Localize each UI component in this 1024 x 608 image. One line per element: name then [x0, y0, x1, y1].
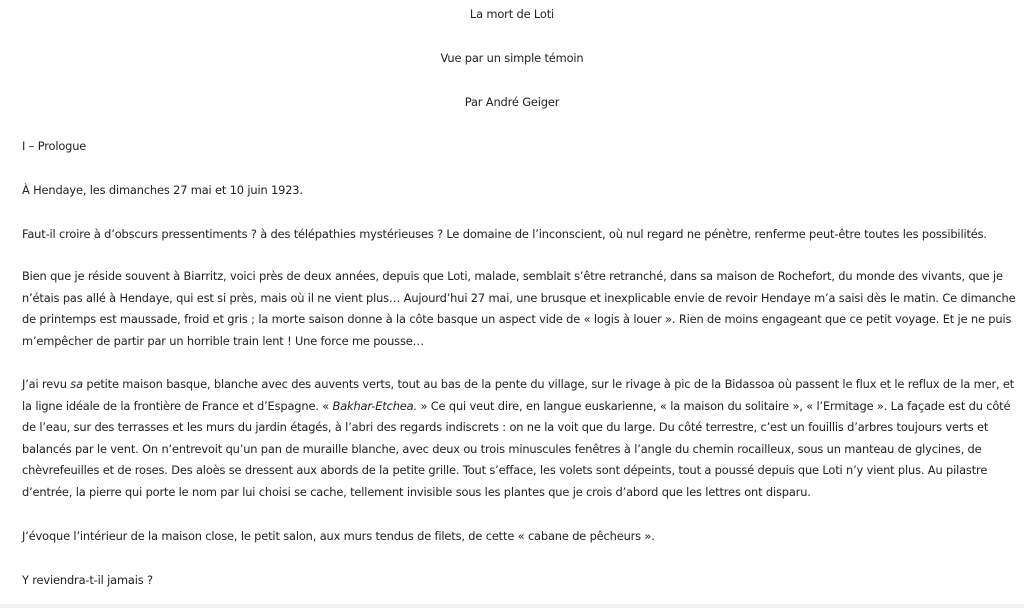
paragraph-4-house-name: Bakhar-Etchea. [332, 398, 417, 413]
paragraph-6: Y reviendra-t-il jamais ? [22, 573, 153, 587]
paragraph-5: J’évoque l’intérieur de la maison close, le petit salon, aux murs tendus de filets, de cette « cabane de pêcheurs ». [22, 529, 655, 543]
paragraph-4 [22, 374, 1016, 503]
paragraph-2: Faut-il croire à d’obscurs pressentiments ? à des télépathies mystérieuses ? Le domaine de l’inconscient, où nul regard ne pénètre, renferme peut-être toutes les possibilités. [22, 227, 987, 241]
paragraph-4-text-a: J’ai revu [22, 377, 71, 391]
paragraph-4-emphasis-sa: sa [70, 377, 83, 391]
document-subtitle: Vue par un simple témoin [440, 51, 584, 65]
paragraph-4-text-b: petite maison basque, blanche avec des auvents verts, tout au bas de la pente du village, sur le rivage à pic de la Bidassoa où passent le flux et le reflux de la mer, et la ligne idéale de la frontière de France et d’Espagne. « [22, 377, 1015, 413]
paragraph-dateline: À Hendaye, les dimanches 27 mai et 10 juin 1923. [22, 183, 303, 197]
section-heading: I – Prologue [22, 139, 87, 153]
document-title: La mort de Loti [469, 7, 555, 21]
paragraph-4-text-c: » Ce qui veut dire, en langue euskarienne, « la maison du solitaire », « l’Ermitage ». La façade est du côté de l’eau, sur des terrasses et les murs du jardin étagés, à l’abri des regards indiscrets : on ne la voit que du large. Du côté terrestre, c’est un fouillis d’arbres toujours verts et balancés par le vent. On n’entrevoit qu’un pan de muraille blanche, avec deux ou trois minuscules fenêtres à l’angle du chemin rocailleux, sous un manteau de glycines, de chèvrefeuilles et de roses. Des aloès se dressent aux abords de la petite grille. Tout s’efface, les volets sont dépeints, tout a poussé depuis que Loti n’y vient plus. Au pilastre d’entrée, la pierre qui porte le nom par lui choisi se cache, tellement invisible sous les plantes que je crois d’abord que les lettres ont disparu. [22, 398, 1011, 499]
paragraph-3: Bien que je réside souvent à Biarritz, voici près de deux années, depuis que Loti, malade, semblait s’être retranché, dans sa maison de Rochefort, du monde des vivants, que je n’étais pas allé à Hendaye, qui est si près, mais où il ne vient plus… Aujourd’hui 27 mai, une brusque et inexplicable envie de revoir Hendaye m’a saisi dès le matin. Ce dimanche de printemps est maussade, froid et gris ; la morte saison donne à la côte basque un aspect vide de « logis à louer ». Rien de moins engageant que ce petit voyage. Et je ne puis m’empêcher de partir par un horrible train lent ! Une force me pousse… [22, 269, 1016, 348]
bottom-divider [0, 604, 1024, 608]
document-author: Par André Geiger [464, 95, 560, 109]
